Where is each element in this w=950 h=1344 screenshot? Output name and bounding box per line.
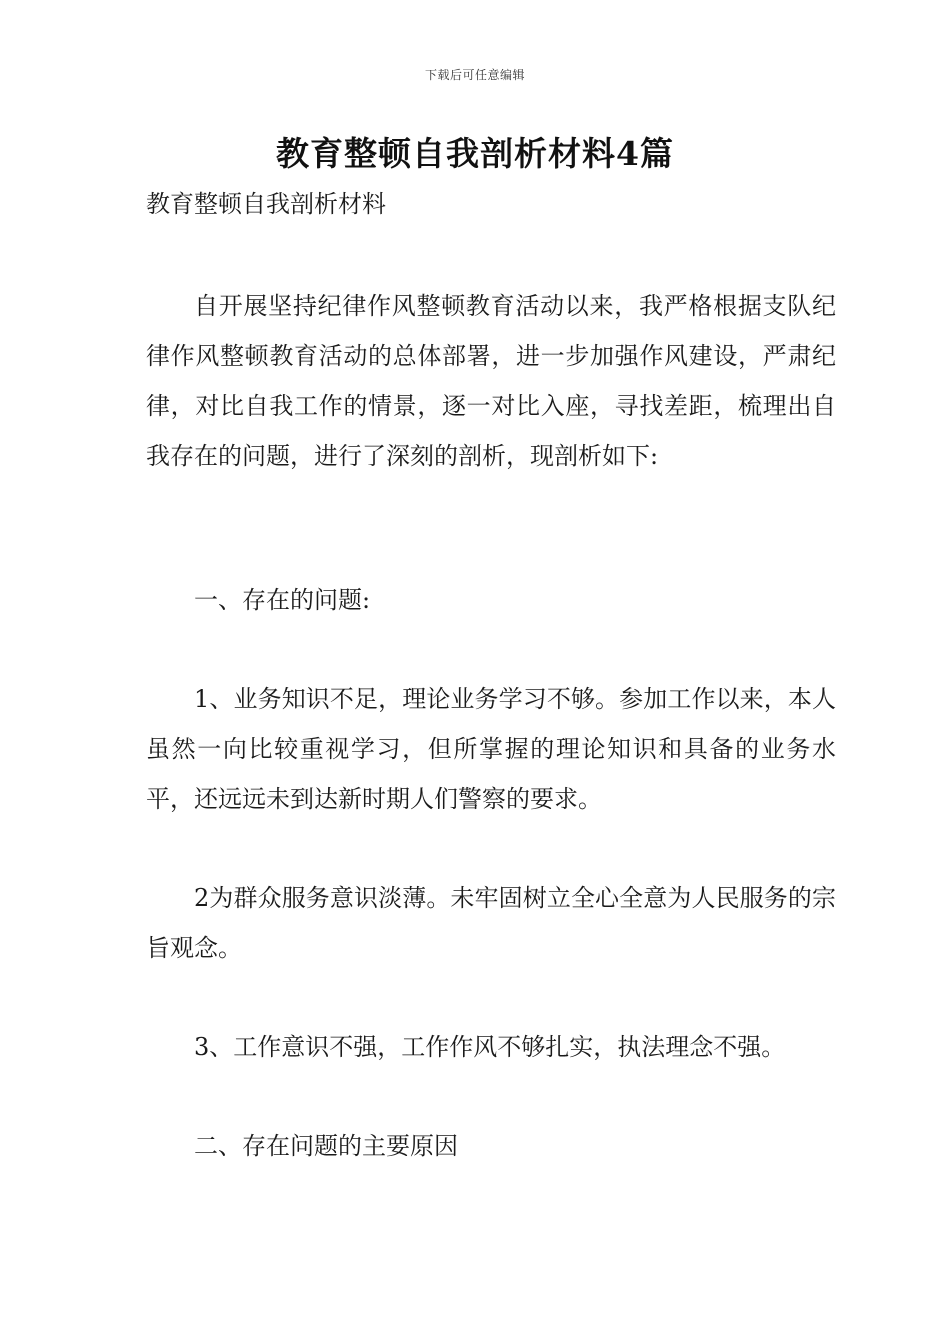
problem-item-1: 1、业务知识不足，理论业务学习不够。参加工作以来，本人虽然一向比较重视学习，但所掌握的理论知识和具备的业务水平，还远远未到达新时期人们警察的要求。 [146,685,836,813]
section-heading-problems: 一、存在的问题: [194,586,371,614]
problem-item-3: 3、工作意识不强，工作作风不够扎实，执法理念不强。 [194,1033,786,1061]
intro-paragraph: 自开展坚持纪律作风整顿教育活动以来，我严格根据支队纪律作风整顿教育活动的总体部署，进一步加强作风建设，严肃纪律，对比自我工作的情景，逐一对比入座，寻找差距，梳理出自我存在的问题，进行了深刻的剖析，现剖析如下: [146,292,836,470]
document-subtitle: 教育整顿自我剖析材料 [146,190,386,218]
problem-item-2: 2为群众服务意识淡薄。未牢固树立全心全意为人民服务的宗旨观念。 [146,884,836,962]
section-heading-causes: 二、存在问题的主要原因 [194,1132,458,1160]
header-note: 下载后可任意编辑 [424,68,525,82]
document-title: 教育整顿自我剖析材料4篇 [276,134,674,173]
